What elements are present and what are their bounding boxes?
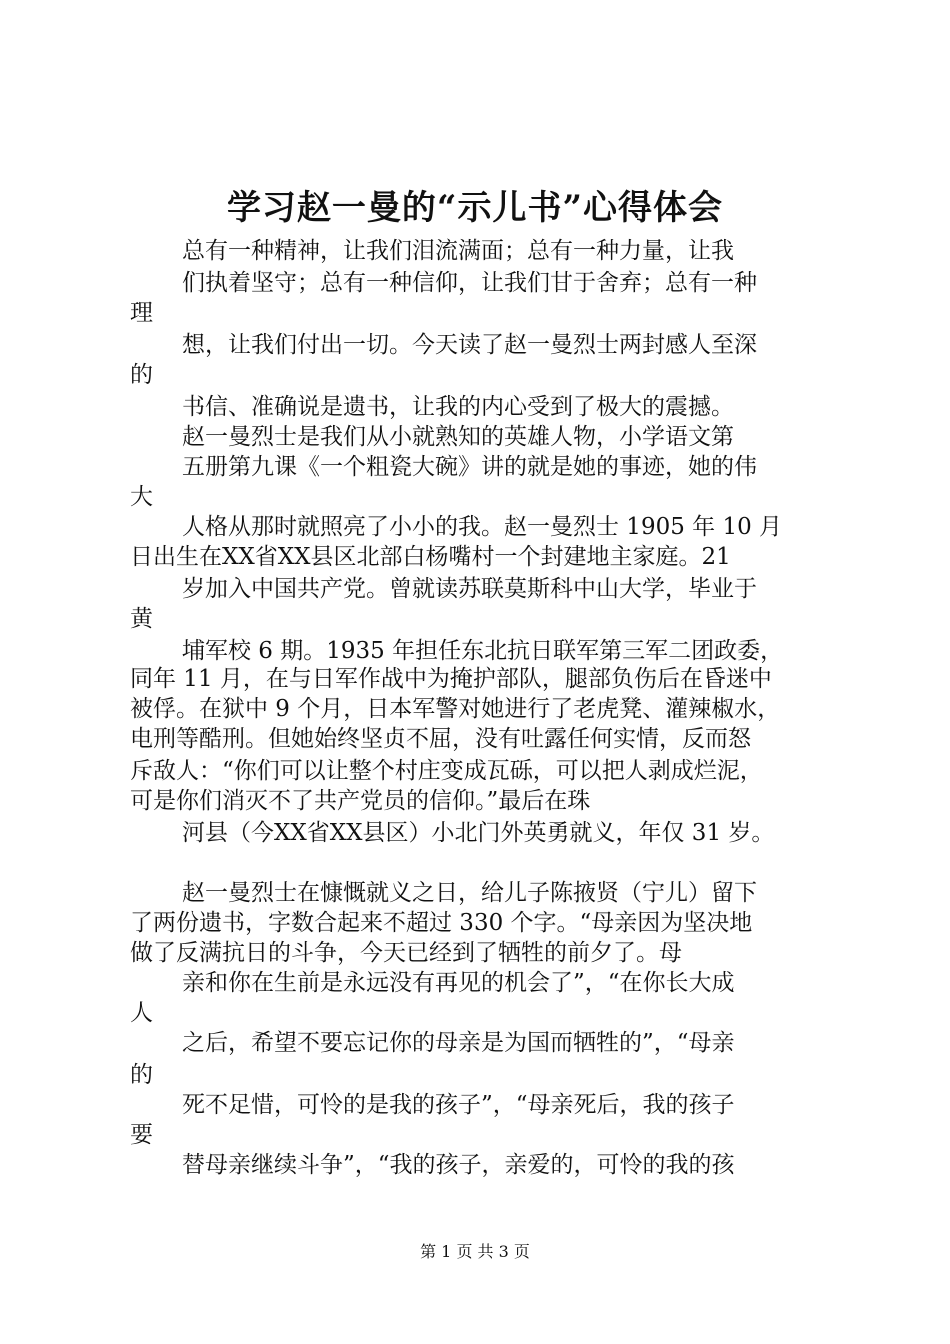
paragraph-line: 人 (130, 1000, 153, 1026)
paragraph-line: 的 (130, 1062, 153, 1088)
paragraph-line: 书信、准确说是遗书，让我的内心受到了极大的震撼。 (182, 394, 734, 420)
paragraph-line: 想，让我们付出一切。今天读了赵一曼烈士两封感人至深 (182, 332, 757, 358)
paragraph-line: 赵一曼烈士在慷慨就义之日，给儿子陈掖贤（宁儿）留下 (182, 880, 757, 906)
paragraph-line: 同年 11 月，在与日军作战中为掩护部队，腿部负伤后在昏迷中 (130, 666, 772, 692)
paragraph-line: 埔军校 6 期。1935 年担任东北抗日联军第三军二团政委， (182, 638, 784, 664)
paragraph-line: 黄 (130, 606, 153, 632)
paragraph-line: 们执着坚守；总有一种信仰，让我们甘于舍弃；总有一种 (182, 270, 757, 296)
paragraph-line: 之后，希望不要忘记你的母亲是为国而牺牲的”，“母亲 (182, 1030, 735, 1056)
paragraph-line: 理 (130, 300, 153, 326)
paragraph-line: 河县（今XX省XX县区）小北门外英勇就义，年仅 31 岁。 (182, 820, 775, 846)
paragraph-line: 了两份遗书，字数合起来不超过 330 个字。“母亲因为坚决地 (130, 910, 753, 936)
paragraph-line: 可是你们消灭不了共产党员的信仰。”最后在珠 (130, 788, 591, 814)
paragraph-line: 斥敌人：“你们可以让整个村庄变成瓦砾，可以把人剥成烂泥， (130, 758, 763, 784)
paragraph-line: 被俘。在狱中 9 个月，日本军警对她进行了老虎凳、灌辣椒水， (130, 696, 781, 722)
paragraph-line: 要 (130, 1122, 153, 1148)
paragraph-line: 总有一种精神，让我们泪流满面；总有一种力量，让我 (182, 238, 734, 264)
paragraph-line: 大 (130, 484, 153, 510)
paragraph-line: 日出生在XX省XX县区北部白杨嘴村一个封建地主家庭。21 (130, 544, 731, 570)
paragraph-line: 亲和你在生前是永远没有再见的机会了”，“在你长大成 (182, 970, 735, 996)
paragraph-line: 岁加入中国共产党。曾就读苏联莫斯科中山大学，毕业于 (182, 576, 757, 602)
paragraph-line: 人格从那时就照亮了小小的我。赵一曼烈士 1905 年 10 月 (182, 514, 783, 540)
paragraph-line: 赵一曼烈士是我们从小就熟知的英雄人物，小学语文第 (182, 424, 734, 450)
page-footer: 第 1 页 共 3 页 (420, 1242, 530, 1261)
paragraph-line: 的 (130, 362, 153, 388)
paragraph-line: 电刑等酷刑。但她始终坚贞不屈，没有吐露任何实情，反而怒 (130, 726, 751, 752)
document-title: 学习赵一曼的“示儿书”心得体会 (226, 188, 724, 228)
paragraph-line: 五册第九课《一个粗瓷大碗》讲的就是她的事迹，她的伟 (182, 454, 757, 480)
paragraph-line: 做了反满抗日的斗争，今天已经到了牺牲的前夕了。母 (130, 940, 682, 966)
paragraph-line: 死不足惜，可怜的是我的孩子”，“母亲死后，我的孩子 (182, 1092, 735, 1118)
paragraph-line: 替母亲继续斗争”，“我的孩子，亲爱的，可怜的我的孩 (182, 1152, 735, 1178)
